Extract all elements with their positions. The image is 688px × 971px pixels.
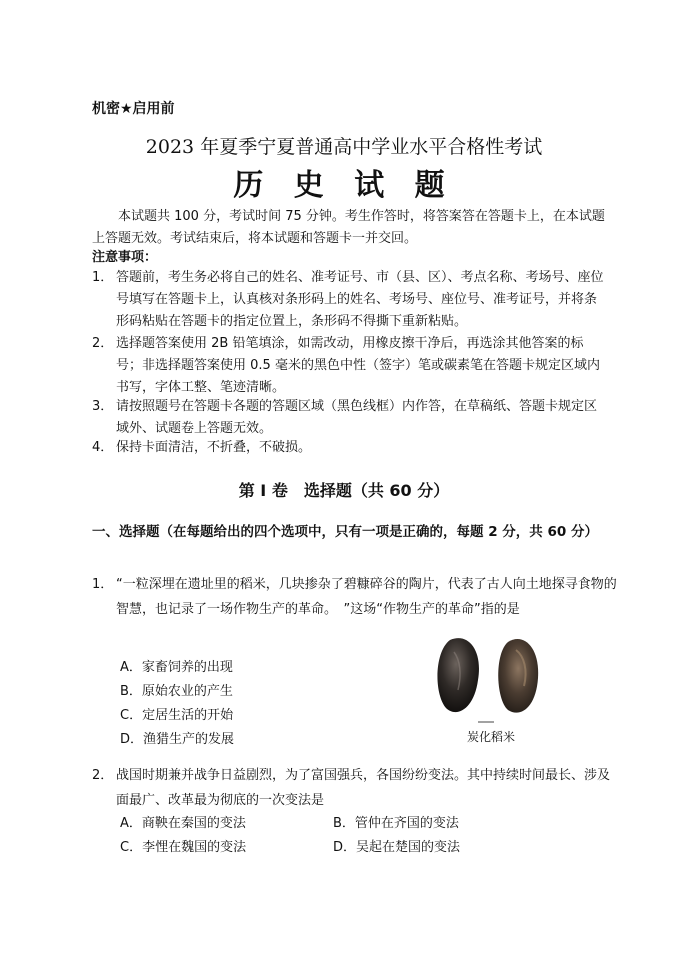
notice-heading: 注意事项： [92,250,158,265]
option-b[interactable]: B．原始农业的产生 [120,684,233,699]
intro-paragraph: 本试题共 100 分，考试时间 75 分钟。考生作答时，将答案答在答题卡上，在本试题上答题无效。考试结束后，将本试题和答题卡一并交回。 [92,209,605,246]
notice-item [92,333,607,399]
question-stem: “一粒深埋在遗址里的稻米，几块掺杂了碧糠碎谷的陶片，代表了古人向土地探寻食物的智慧，也记录了一场作物生产的革命。 ”这场“作物生产的革命”指的是 [116,577,617,617]
confidential-label: 机密★启用前 [92,101,175,117]
option-d[interactable]: D．渔猎生产的发展 [120,732,235,747]
question-2 [92,763,617,813]
notice-item-text: 选择题答案使用 2B 铅笔填涂，如需改动，用橡皮擦干净后，再选涂其他答案的标号；非选择题答案使用 0.5 毫米的黑色中性（签字）笔或碳素笔在答题卡规定区域内书写，字体工整、笔迹清晰。 [116,336,600,395]
option-d[interactable]: D．吴起在楚国的变法 [333,840,461,855]
question-number: 2． [92,768,114,783]
rice-grain-right [498,639,538,713]
exam-title: 2023 年夏季宁夏普通高中学业水平合格性考试 [145,136,543,158]
notice-item-text: 保持卡面清洁，不折叠，不破损。 [116,440,312,455]
part-title: 第 I 卷 选择题（共 60 分） [238,481,450,500]
option-c[interactable]: C．李悝在魏国的变法 [120,840,247,855]
notice-item-number: 2． [92,336,114,351]
option-b[interactable]: B．管仲在齐国的变法 [333,816,459,831]
notice-item [92,396,607,440]
option-a[interactable]: A．家畜饲养的出现 [120,660,233,675]
question-stem: 战国时期兼并战争日益剧烈，为了富国强兵，各国纷纷变法。其中持续时间最长、涉及面最广、改革最为彻底的一次变法是 [116,768,611,808]
subject-title: 历 史 试 题 [233,168,455,203]
notice-item-number: 4． [92,440,114,455]
notice-item-number: 3． [92,399,114,414]
option-c[interactable]: C．定居生活的开始 [120,708,234,723]
carbonized-rice-image [428,630,558,725]
question-number: 1． [92,577,114,592]
notice-item-text: 答题前，考生务必将自己的姓名、准考证号、市（县、区）、考点名称、考场号、座位号填写在答题卡上，认真核对条形码上的姓名、考场号、座位号、准考证号，并将条形码粘贴在答题卡的指定位置上，条形码不得撕下重新粘贴。 [116,270,604,329]
option-a[interactable]: A．商鞅在秦国的变法 [120,816,246,831]
notice-item [92,437,607,459]
figure-caption: 炭化稻米 [466,730,515,744]
rice-grains-illustration [428,630,558,725]
notice-item-number: 1． [92,270,114,285]
rice-grain-left [437,638,479,712]
notice-item [92,267,607,333]
section-heading: 一、选择题（在每题给出的四个选项中，只有一项是正确的，每题 2 分，共 60 分） [92,524,598,540]
question-1 [92,572,617,622]
notice-item-text: 请按照题号在答题卡各题的答题区域（黑色线框）内作答，在草稿纸、答题卡规定区域外、试题卷上答题无效。 [116,399,598,436]
